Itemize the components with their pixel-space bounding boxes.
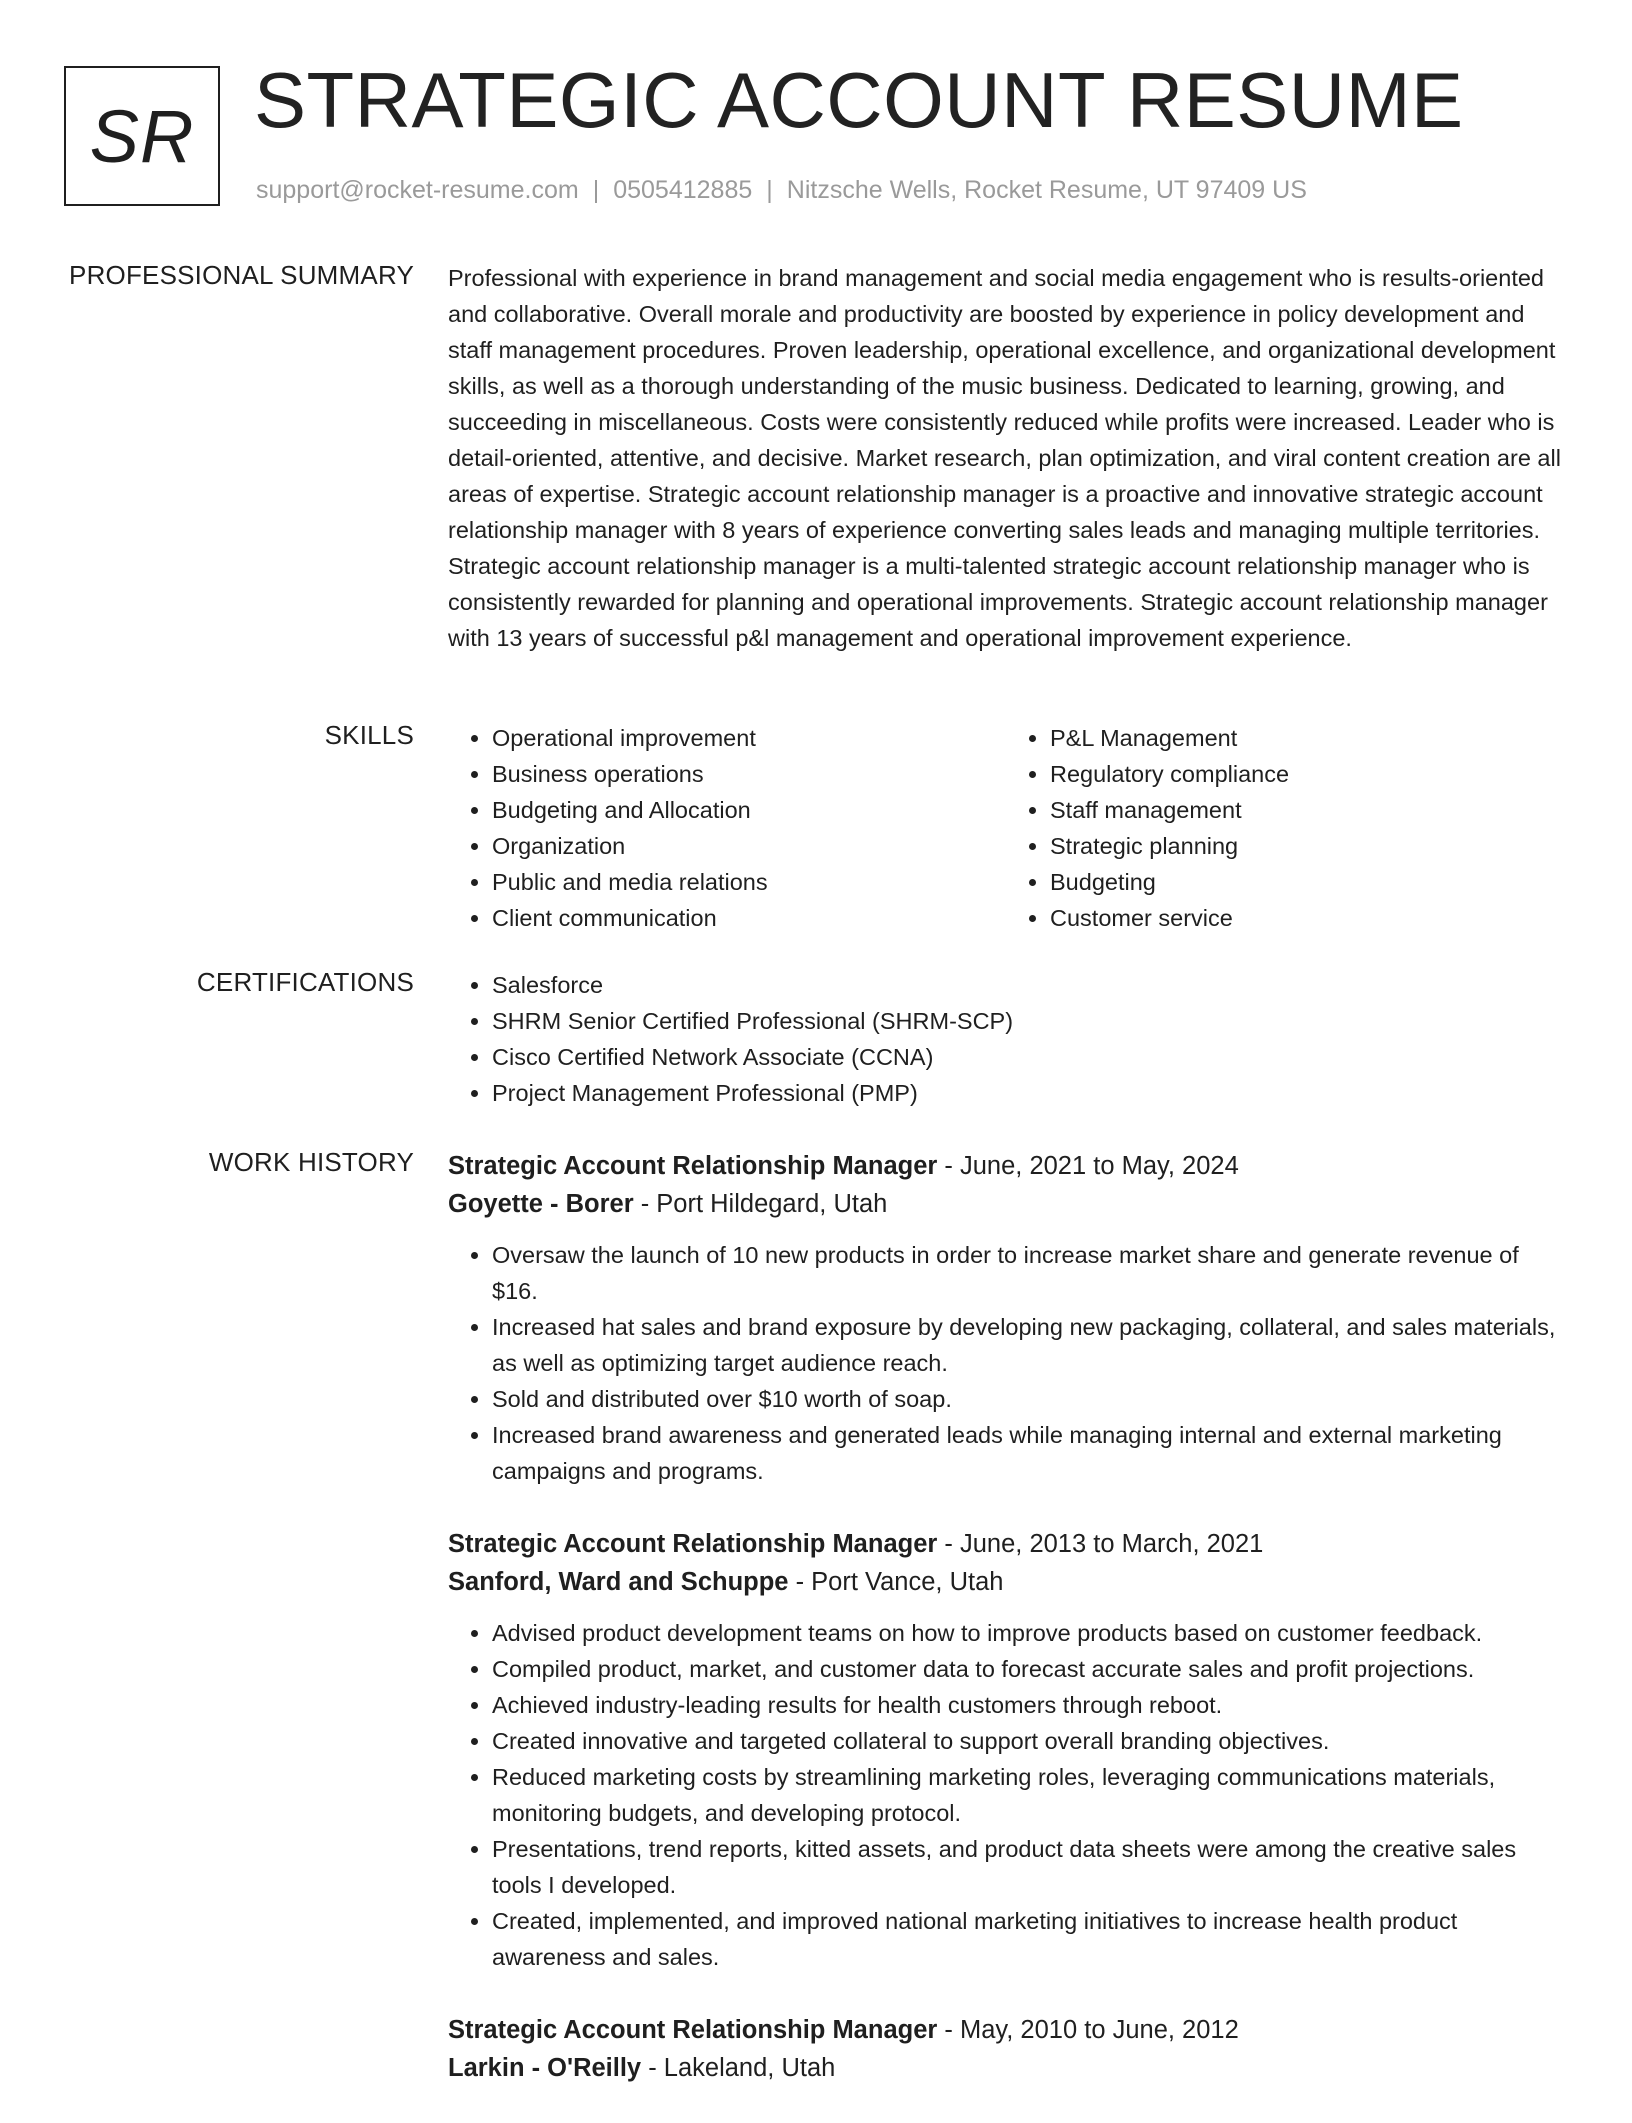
certifications-heading: CERTIFICATIONS — [196, 967, 414, 997]
skills-list-right — [1006, 720, 1564, 936]
job-entry — [448, 1147, 1564, 1489]
job-bullet: • Compiled product, market, and customer data to forecast accurate sales and profit projections. — [492, 1651, 1564, 1687]
job-bullet: • Increased brand awareness and generated leads while managing internal and external marketing campaigns and programs. — [492, 1417, 1564, 1489]
job-bullet: • Created, implemented, and improved national marketing initiatives to increase health product awareness and sales. — [492, 1903, 1564, 1975]
certifications-body — [448, 967, 1564, 1111]
job-bullet: • Oversaw the launch of 10 new products in order to increase market share and generate revenue of $16. — [492, 1237, 1564, 1309]
summary-heading: PROFESSIONAL SUMMARY — [69, 260, 414, 290]
job-title-line — [448, 2011, 1564, 2049]
work-history-heading: WORK HISTORY — [208, 1147, 414, 1177]
job-title-line — [448, 1525, 1564, 1563]
job-bullet: • Sold and distributed over $10 worth of soap. — [492, 1381, 1564, 1417]
summary-body — [448, 260, 1564, 656]
job-company-line — [448, 2049, 1564, 2087]
certifications-list — [448, 967, 1564, 1111]
skill-item: • Public and media relations — [492, 864, 1006, 900]
skill-item: • Staff management — [1050, 792, 1564, 828]
work-history-body — [448, 1147, 1564, 2123]
skill-item: • Strategic planning — [1050, 828, 1564, 864]
job-entry — [448, 1525, 1564, 1975]
job-bullet: • Increased hat sales and brand exposure by developing new packaging, collateral, and sales materials, as well as optimizing target audience reach. — [492, 1309, 1564, 1381]
job-bullet: • Presentations, trend reports, kitted assets, and product data sheets were among the creative sales tools I developed. — [492, 1831, 1564, 1903]
job-title: Strategic Account Relationship Manager — [448, 1530, 938, 1558]
skill-item: • Operational improvement — [492, 720, 1006, 756]
skill-item: • Client communication — [492, 900, 1006, 936]
job-dates: - June, 2013 to March, 2021 — [937, 1530, 1264, 1558]
job-location: - Port Vance, Utah — [788, 1568, 1004, 1596]
job-bullets — [448, 1615, 1564, 1975]
certification-item: • Project Management Professional (PMP) — [492, 1075, 1564, 1111]
skills-heading: SKILLS — [324, 720, 414, 750]
job-company: Sanford, Ward and Schuppe — [448, 1568, 789, 1596]
skill-item: • Regulatory compliance — [1050, 756, 1564, 792]
summary-text: Professional with experience in brand management and social media engagement who is results-oriented and collaborative. Overall morale and productivity are boosted by experience in policy development and staff management procedures. Proven leadership, operational excellence, and organizational development skills, as well as a thorough understanding of the music business. Dedicated to learning, growing, and succeeding in miscellaneous. Costs were consistently reduced while profits were increased. Leader who is detail-oriented, attentive, and decisive. Market research, plan optimization, and viral content creation are all areas of expertise. Strategic account relationship manager is a proactive and innovative strategic account relationship manager with 8 years of experience converting sales leads and managing multiple territories. Strategic account relationship manager is a multi-talented strategic account relationship manager who is consistently rewarded for planning and operational improvements. Strategic account relationship manager with 13 years of successful p&l management and operational improvement experience. — [448, 265, 1561, 651]
job-dates: - May, 2010 to June, 2012 — [937, 2016, 1239, 2044]
contact-separator: | — [592, 176, 600, 204]
job-company: Larkin - O'Reilly — [448, 2054, 642, 2082]
job-location: - Port Hildegard, Utah — [633, 1190, 888, 1218]
certification-item: • Cisco Certified Network Associate (CCNA) — [492, 1039, 1564, 1075]
job-company: Goyette - Borer — [448, 1190, 634, 1218]
job-company-line — [448, 1185, 1564, 1223]
skill-item: • Organization — [492, 828, 1006, 864]
job-entry — [448, 2011, 1564, 2087]
skill-item: • Business operations — [492, 756, 1006, 792]
contact-line — [256, 176, 1307, 205]
certification-item: • SHRM Senior Certified Professional (SHRM-SCP) — [492, 1003, 1564, 1039]
skills-list-left — [448, 720, 1006, 936]
job-bullets — [448, 1237, 1564, 1489]
job-title: Strategic Account Relationship Manager — [448, 1152, 938, 1180]
monogram-logo: SR — [64, 66, 220, 206]
job-bullet: • Created innovative and targeted collateral to support overall branding objectives. — [492, 1723, 1564, 1759]
job-dates: - June, 2021 to May, 2024 — [937, 1152, 1239, 1180]
skills-body — [448, 720, 1564, 936]
skill-item: • Budgeting and Allocation — [492, 792, 1006, 828]
job-bullet: • Advised product development teams on how to improve products based on customer feedback. — [492, 1615, 1564, 1651]
job-bullet: • Achieved industry-leading results for health customers through reboot. — [492, 1687, 1564, 1723]
resume-title: STRATEGIC ACCOUNT RESUME — [254, 56, 1464, 144]
skill-item: • Budgeting — [1050, 864, 1564, 900]
contact-email[interactable]: support@rocket-resume.com — [256, 176, 579, 204]
certification-item: • Salesforce — [492, 967, 1564, 1003]
skill-item: • Customer service — [1050, 900, 1564, 936]
job-bullet: • Reduced marketing costs by streamlining marketing roles, leveraging communications materials, monitoring budgets, and developing protocol. — [492, 1759, 1564, 1831]
contact-separator: | — [766, 176, 773, 204]
job-location: - Lakeland, Utah — [641, 2054, 836, 2082]
job-company-line — [448, 1563, 1564, 1601]
job-title: Strategic Account Relationship Manager — [448, 2016, 938, 2044]
contact-address: Nitzsche Wells, Rocket Resume, UT 97409 US — [786, 176, 1307, 204]
job-title-line — [448, 1147, 1564, 1185]
skill-item: • P&L Management — [1050, 720, 1564, 756]
contact-phone[interactable]: 0505412885 — [613, 176, 753, 204]
